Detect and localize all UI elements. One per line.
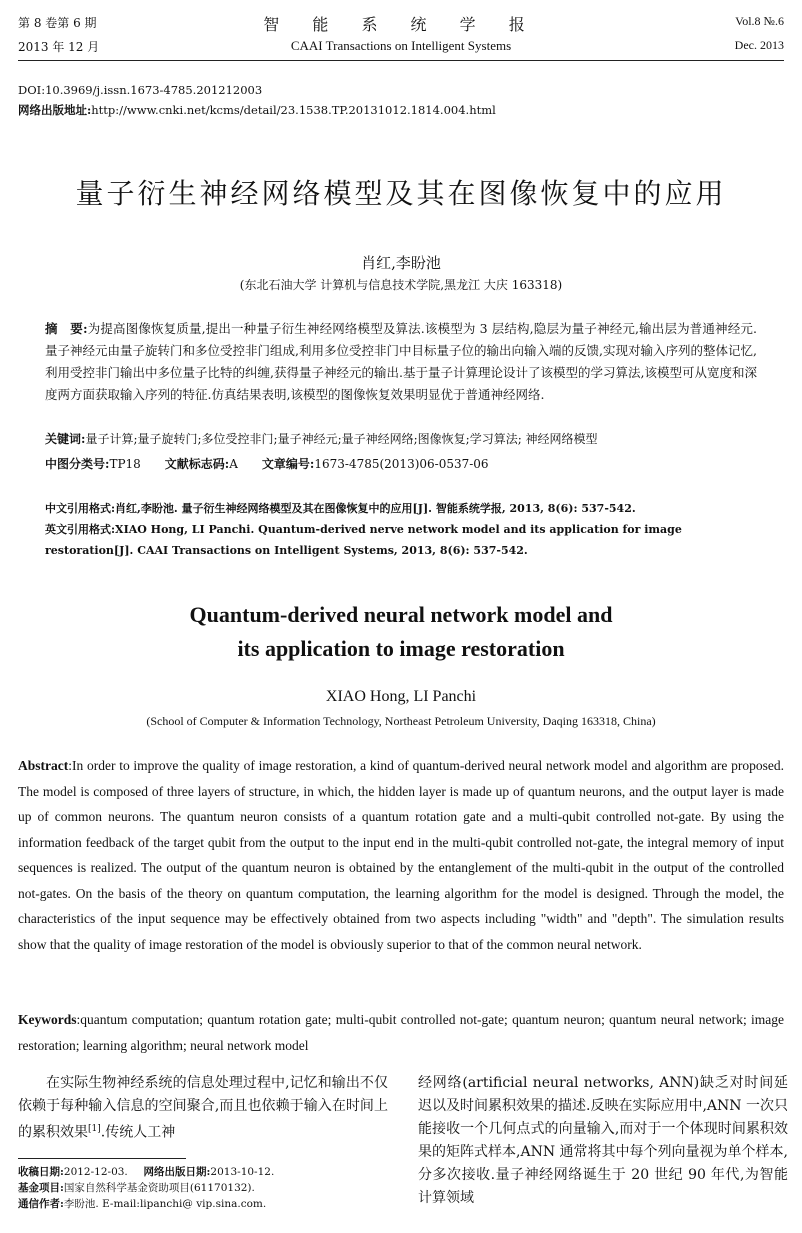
corresponding-author: 李盼池. E-mail:lipanchi@ vip.sina.com. [63, 1198, 267, 1210]
abstract-cn [45, 318, 757, 406]
body-left-text: 在实际生物神经系统的信息处理过程中,记忆和输出不仅依赖于每种输入信息的空间聚合,而且也依赖于输入在时间上的累积效果 [18, 1075, 388, 1141]
volume-issue-cn: 第 8 卷第 6 期 [18, 16, 97, 30]
body-right-text: 经网络(artificial neural networks, ANN)缺乏对时间延迟以及时间累积效果的描述.反映在实际应用中,ANN 一次只能接收一个几何点式的向量输入,而对于一个体现时间累积效果的矩阵式样本,ANN 通常将其中每个列向量视为单个样本,分多次接收.量子神经网络诞生于 20 世纪 90 年代,为智能计算领域 [418, 1075, 788, 1206]
affiliation-cn: (东北石油大学 计算机与信息技术学院,黑龙江 大庆 163318) [239, 278, 563, 292]
body-left-tail: .传统人工神 [100, 1124, 176, 1141]
published-label: 网络出版日期: [143, 1166, 211, 1178]
abstract-en-text: :In order to improve the quality of image restoration, a kind of quantum-derived neural network model and algorithm are proposed. The model is composed of three layers of structure, in which, the hidden layer is made up of quantum neurons, and the output layer is made up of common neurons. The quantum neuron consists of a quantum rotation gate and a multi-qubit controlled not-gate. By using the information feedback of the target qubit from the output to the input end in the multi-qubit controlled not-gate, the integral memory of input sequences is realized. The output of the quantum neuron is obtained by the entanglement of the multi-qubit in the output of the controlled not-gates. On the basis of the theory on quantum computation, the learning algorithm for the model is designed. Through the model, the characteristics of the input sequence may be effectively obtained from two aspects including "width" and "depth". The simulation results show that the quality of image restoration of the model is obviously superior to that of the common neural network. [18, 758, 784, 952]
footnotes [18, 1164, 398, 1212]
abstract-en [18, 753, 784, 957]
online-url[interactable]: http://www.cnki.net/kcms/detail/23.1538.TP.20131012.1814.004.html [91, 103, 496, 117]
online-label: 网络出版地址: [18, 103, 92, 117]
affiliation-en: (School of Computer & Information Technology, Northeast Petroleum University, Daqing 163318, China) [146, 714, 656, 728]
abstract-en-label: Abstract [18, 758, 69, 773]
abstract-cn-label: 摘 要: [45, 321, 88, 336]
volume-issue-en: Vol.8 №.6 [735, 14, 784, 28]
keywords-cn-label: 关键词: [45, 432, 86, 446]
footnote-dates [18, 1164, 398, 1180]
fund-label: 基金项目: [18, 1182, 64, 1194]
keywords-cn-text: 量子计算;量子旋转门;多位受控非门;量子神经元;量子神经网络;图像恢复;学习算法; 神经网络模型 [85, 432, 598, 446]
footnote-divider [18, 1158, 186, 1159]
received-date: 2012-12-03. [63, 1166, 128, 1178]
footnote-fund [18, 1180, 398, 1196]
keywords-en-text: :quantum computation; quantum rotation gate; multi-qubit controlled not-gate; quantum neuron; quantum neural network; image restoration; learning algorithm; neural network model [18, 1012, 784, 1053]
clc-value: TP18 [109, 457, 141, 471]
article-no-label: 文章编号: [261, 457, 315, 471]
reference-marker[interactable]: [1] [88, 1124, 101, 1134]
keywords-en-label: Keywords [18, 1012, 77, 1027]
classification-line [45, 455, 757, 472]
date-cn: 2013 年 12 月 [18, 40, 100, 54]
title-en-line2: its application to image restoration [237, 636, 565, 661]
authors-en: XIAO Hong, LI Panchi [325, 688, 477, 705]
header-divider [18, 60, 784, 61]
online-line [18, 100, 784, 120]
doc-code-label: 文献标志码: [164, 457, 230, 471]
running-header [18, 12, 784, 56]
body-column-right [418, 1072, 788, 1210]
title-en-line1: Quantum-derived neural network model and [189, 602, 613, 627]
published-date: 2013-10-12. [210, 1166, 275, 1178]
journal-name-cn: 智 能 系 统 学 报 [263, 15, 539, 34]
doi: DOI:10.3969/j.issn.1673-4785.201212003 [18, 83, 263, 97]
keywords-en [18, 1007, 784, 1058]
title-en [0, 598, 802, 666]
clc-label: 中图分类号: [45, 457, 110, 471]
body-column-left [18, 1072, 388, 1145]
journal-name-en: CAAI Transactions on Intelligent Systems [290, 38, 512, 53]
citation-en: 英文引用格式:XIAO Hong, LI Panchi. Quantum-derived nerve network model and its application for image restoration[J]. CAAI Transactions on Intelligent Systems, 2013, 8(6): 537-542. [45, 523, 682, 557]
fund-text: 国家自然科学基金资助项目(61170132). [63, 1182, 255, 1194]
date-en: Dec. 2013 [734, 38, 784, 52]
footnote-author [18, 1196, 398, 1212]
corresponding-author-label: 通信作者: [18, 1198, 64, 1210]
article-no-value: 1673-4785(2013)06-0537-06 [314, 457, 489, 471]
received-label: 收稿日期: [18, 1166, 64, 1178]
citation-cn: 中文引用格式:肖红,李盼池. 量子衍生神经网络模型及其在图像恢复中的应用[J]. 智能系统学报, 2013, 8(6): 537-542. [45, 502, 636, 515]
doi-line [18, 80, 784, 100]
title-cn: 量子衍生神经网络模型及其在图像恢复中的应用 [75, 177, 727, 210]
doc-code-value: A [229, 457, 238, 471]
authors-cn: 肖红,李盼池 [361, 254, 441, 272]
abstract-cn-text: 为提高图像恢复质量,提出一种量子衍生神经网络模型及算法.该模型为 3 层结构,隐层为量子神经元,输出层为普通神经元.量子神经元由量子旋转门和多位受控非门组成,利用多位受控非门中目标量子位的输出向输入端的反馈,实现对输入序列的整体记忆,利用受控非门输出中多位量子比特的纠缠,获得量子神经元的输出.基于量子计算理论设计了该模型的学习算法,该模型可从宽度和深度两方面获取输入序列的特征.仿真结果表明,该模型的图像恢复效果明显优于普通神经网络. [45, 321, 757, 402]
keywords-cn [45, 430, 757, 447]
